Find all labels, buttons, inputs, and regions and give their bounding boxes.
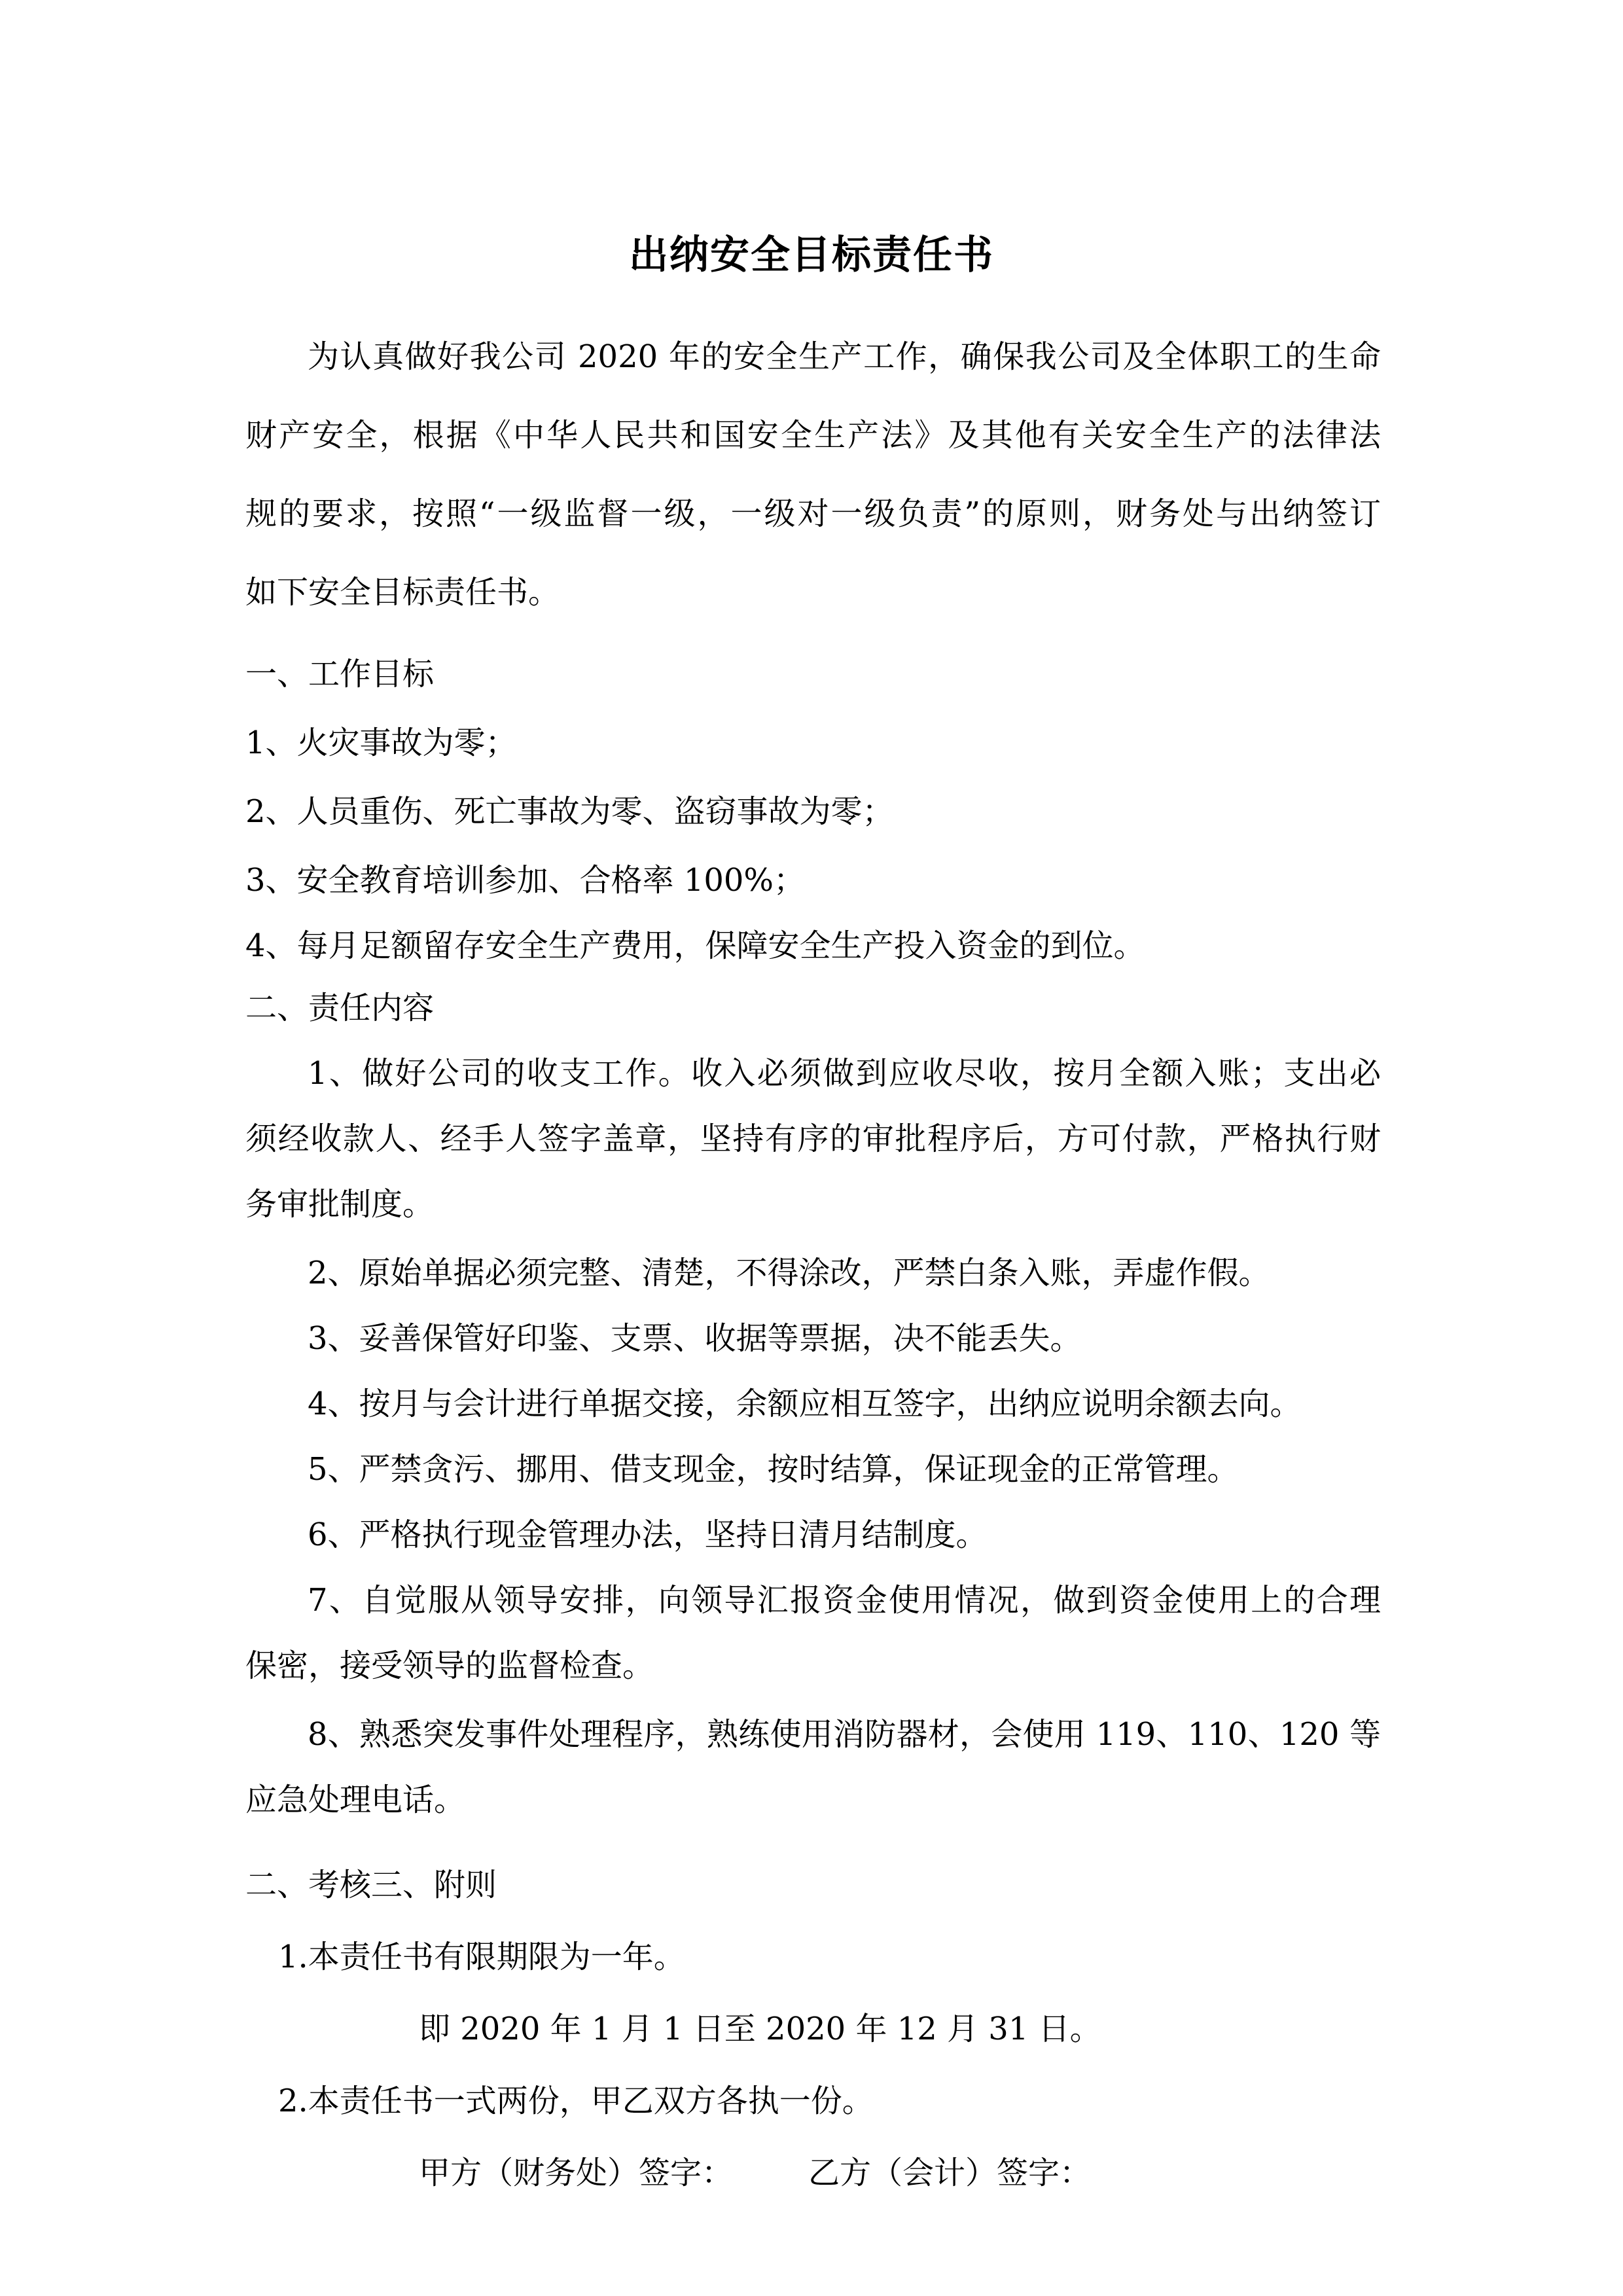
document-title: 出纳安全目标责任书 [629, 232, 994, 278]
section-heading: 一、工作目标 [245, 656, 435, 692]
intro-line: 财产安全，根据《中华人民共和国安全生产法》及其他有关安全生产的法律法 [245, 417, 1381, 454]
responsibility-line: 应急处理电话。 [245, 1782, 466, 1818]
goal-item: 2、人员重伤、死亡事故为零、盗窃事故为零； [245, 793, 894, 830]
intro-line: 如下安全目标责任书。 [245, 574, 560, 611]
signature-party-b: 乙方（会计）签字： [808, 2155, 1092, 2191]
goal-item: 3、安全教育培训参加、合格率 100%； [245, 862, 806, 899]
responsibility-line: 4、按月与会计进行单据交接，余额应相互签字，出纳应说明余额去向。 [308, 1386, 1302, 1422]
intro-line: 为认真做好我公司 2020 年的安全生产工作，确保我公司及全体职工的生命 [308, 338, 1381, 375]
signature-party-a: 甲方（财务处）签字： [419, 2155, 734, 2191]
section-heading: 二、考核三、附则 [245, 1867, 497, 1903]
responsibility-line: 6、严格执行现金管理办法，坚持日清月结制度。 [308, 1516, 988, 1553]
responsibility-line: 2、原始单据必须完整、清楚，不得涂改，严禁白条入账，弄虚作假。 [308, 1255, 1270, 1291]
responsibility-line: 3、妥善保管好印鉴、支票、收据等票据，决不能丢失。 [308, 1320, 1082, 1357]
responsibility-line: 1、做好公司的收支工作。收入必须做到应收尽收，按月全额入账；支出必 [308, 1055, 1381, 1092]
responsibility-line: 务审批制度。 [245, 1186, 435, 1223]
goal-item: 1、火灾事故为零； [245, 725, 517, 761]
responsibility-line: 须经收款人、经手人签字盖章，坚持有序的审批程序后，方可付款，严格执行财 [245, 1121, 1381, 1157]
intro-line: 规的要求，按照“一级监督一级，一级对一级负责”的原则，财务处与出纳签订 [245, 495, 1381, 532]
section-heading: 二、责任内容 [245, 990, 435, 1026]
appendix-line: 1.本责任书有限期限为一年。 [278, 1939, 685, 1975]
responsibility-line: 8、熟悉突发事件处理程序，熟练使用消防器材，会使用 119、110、120 等 [308, 1716, 1381, 1753]
goal-item: 4、每月足额留存安全生产费用，保障安全生产投入资金的到位。 [245, 927, 1145, 964]
appendix-line: 即 2020 年 1 月 1 日至 2020 年 12 月 31 日。 [419, 2011, 1101, 2047]
responsibility-line: 7、自觉服从领导安排，向领导汇报资金使用情况，做到资金使用上的合理 [308, 1582, 1381, 1619]
appendix-line: 2.本责任书一式两份，甲乙双方各执一份。 [278, 2083, 874, 2119]
responsibility-line: 5、严禁贪污、挪用、借支现金，按时结算，保证现金的正常管理。 [308, 1451, 1239, 1488]
responsibility-line: 保密，接受领导的监督检查。 [245, 1647, 654, 1684]
